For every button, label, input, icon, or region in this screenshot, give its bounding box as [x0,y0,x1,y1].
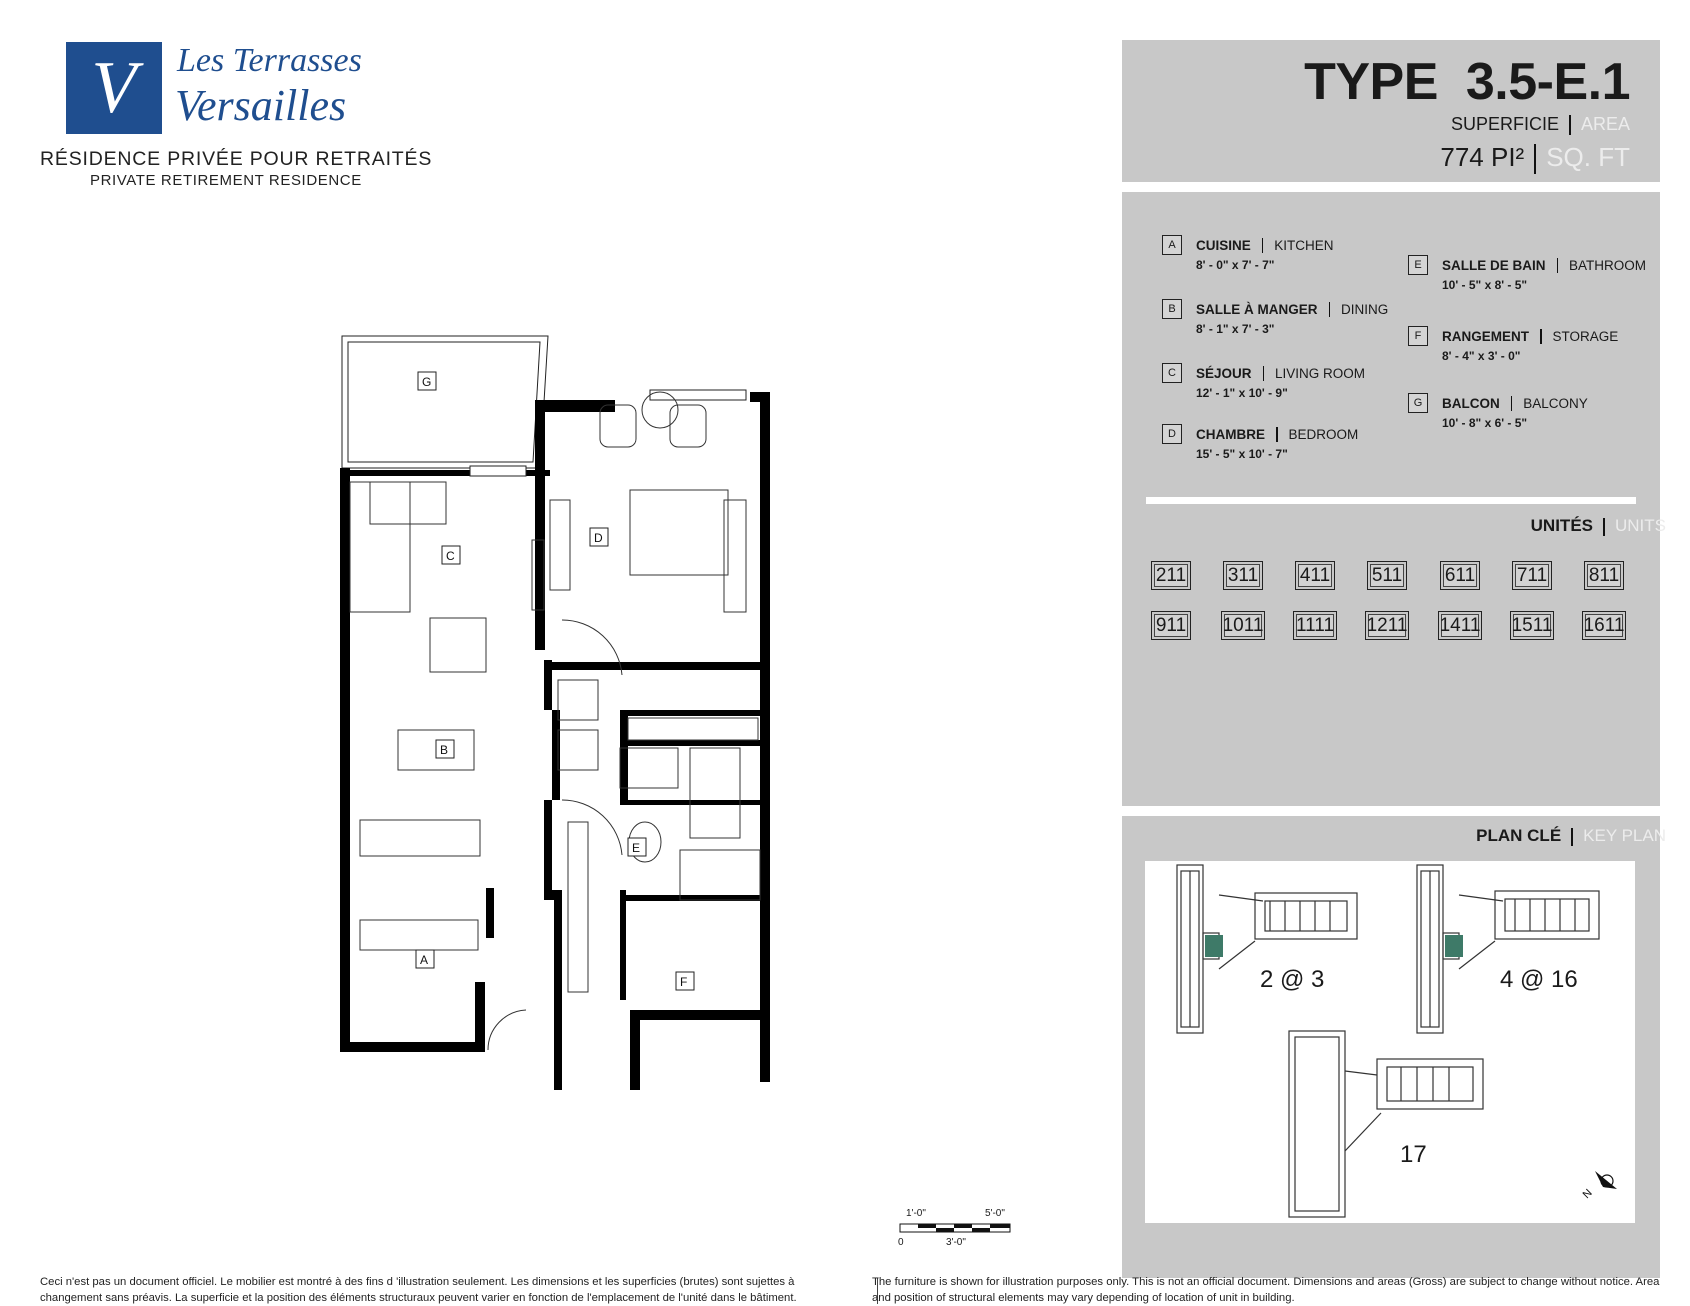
room-entry-living [1162,363,1365,400]
unit-number: 511 [1367,561,1407,590]
logo-mark: V [66,42,162,134]
floor-label: F [680,975,688,989]
room-name-fr: SALLE À MANGER [1196,301,1318,317]
area-label-row [1451,114,1630,135]
highlight-unit-2 [1445,935,1463,957]
room-name-en: DINING [1341,301,1389,317]
room-dimensions: 8' - 1" x 7' - 3" [1196,322,1275,336]
units-divider [1146,497,1636,504]
scale-label: 0 [898,1237,904,1248]
area-unit-fr: PI² [1490,142,1525,172]
units-heading [1531,516,1666,536]
key-plan-drawing [1145,861,1635,1223]
floor-label: D [594,531,603,545]
floor-label: E [632,841,641,855]
tagline-fr: RÉSIDENCE PRIVÉE POUR RETRAITÉS [40,148,433,170]
room-entry-bedroom [1162,424,1358,461]
room-letter: A [1162,235,1182,255]
unit-number: 1511 [1510,611,1554,640]
room-name-en: KITCHEN [1274,237,1334,253]
highlight-unit-1 [1205,935,1223,957]
unit-type-title [1304,53,1630,111]
room-dimensions: 10' - 5" x 8' - 5" [1442,278,1528,292]
scale-label: 5'-0" [985,1208,1005,1219]
scale-label: 3'-0" [946,1237,966,1248]
disclaimer-fr: Ceci n'est pas un document officiel. Le mobilier est montré à des fins d 'illustration seulement. Les dimensions et les superficies (brutes) sont sujettes à changement sans préavis. La superficie et la position des éléments structuraux peuvent varier en fonction de l'emplacement de l'unité dans le bâtiment. [40,1276,797,1304]
room-label-d [590,528,608,546]
room-dimensions: 8' - 0" x 7' - 7" [1196,258,1275,272]
room-name-en: STORAGE [1552,328,1619,344]
unit-number: 1211 [1365,611,1409,640]
room-entry-bathroom [1408,255,1646,292]
scale-label: 1'-0" [906,1208,926,1219]
area-label-en: AREA [1580,114,1630,134]
room-name-en: BEDROOM [1288,426,1359,442]
room-letter: B [1162,299,1182,319]
interior-walls [544,660,770,1000]
unit-type-panel [1122,40,1660,182]
area-label-fr: SUPERFICIE [1450,114,1559,134]
key-plan-svg [1145,861,1635,1223]
floor-plan [330,330,800,1090]
room-name-fr: CUISINE [1196,237,1251,253]
floor-label: B [440,743,449,757]
room-name-en: BATHROOM [1569,257,1647,273]
room-entry-kitchen [1162,235,1334,272]
area-unit-en: SQ. FT [1546,142,1630,172]
floor-label: A [420,953,429,967]
balcony-outline [342,336,548,468]
room-letter: C [1162,363,1182,383]
unit-number: 811 [1584,561,1624,590]
room-dimensions: 10' - 8" x 6' - 5" [1442,416,1528,430]
room-name-fr: CHAMBRE [1196,426,1265,442]
floor-label: C [446,549,455,563]
room-dimensions: 8' - 4" x 3' - 0" [1442,349,1521,363]
compass-icon [1581,1171,1617,1201]
compass-label: N [1580,1187,1595,1202]
room-entry-balcony [1408,393,1588,430]
room-dimensions: 12' - 1" x 10' - 9" [1196,386,1288,400]
unit-number: 611 [1440,561,1480,590]
room-name-fr: SÉJOUR [1196,365,1252,381]
scale-bar [898,1222,1018,1234]
key-plan-label: 17 [1400,1141,1427,1168]
units-heading-en: UNITS [1615,516,1666,535]
room-letter: D [1162,424,1182,444]
unit-number: 311 [1223,561,1263,590]
brand-name-line2: Versailles [175,81,347,130]
unit-number: 1111 [1293,611,1337,640]
room-label-f [676,972,694,990]
room-name-en: BALCONY [1523,395,1588,411]
room-letter: G [1408,393,1428,413]
type-code: 3.5-E.1 [1465,53,1630,111]
disclaimer-en: The furniture is shown for illustration purposes only. This is not an official document. Dimensions and areas (Gross) are subject to change without notice. Area and position of structural elements may vary depending of location of unit in building. [872,1276,1660,1304]
room-label-c [442,546,460,564]
brand-name-line1: Les Terrasses [177,42,362,79]
key-plan-label: 2 @ 3 [1260,966,1325,993]
room-label-e [628,838,646,856]
tagline-en: PRIVATE RETIREMENT RESIDENCE [90,172,362,189]
room-entry-storage [1408,326,1618,363]
unit-number: 1411 [1438,611,1482,640]
units-heading-fr: UNITÉS [1530,516,1593,535]
unit-number: 211 [1151,561,1191,590]
room-name-fr: RANGEMENT [1442,328,1529,344]
room-name-fr: BALCON [1442,395,1500,411]
room-label-g [418,372,436,390]
unit-number: 411 [1295,561,1335,590]
floor-label: G [422,375,432,389]
room-name-en: LIVING ROOM [1275,365,1366,381]
key-plan-label: 4 @ 16 [1500,966,1578,993]
room-name-fr: SALLE DE BAIN [1442,257,1546,273]
unit-number: 1011 [1221,611,1265,640]
unit-number: 1611 [1582,611,1626,640]
unit-number: 711 [1512,561,1552,590]
room-letter: E [1408,255,1428,275]
room-entry-dining [1162,299,1388,336]
area-value-row [1440,142,1630,174]
room-label-b [436,740,454,758]
room-letter: F [1408,326,1428,346]
unit-number: 911 [1151,611,1191,640]
room-dimensions: 15' - 5" x 10' - 7" [1196,447,1288,461]
key-plan-heading-fr: PLAN CLÉ [1476,826,1562,845]
key-plan-heading [1476,826,1666,846]
room-label-a [416,950,434,968]
type-label: TYPE [1304,53,1438,111]
key-plan-heading-en: KEY PLAN [1583,826,1666,845]
area-value: 774 [1440,142,1484,172]
